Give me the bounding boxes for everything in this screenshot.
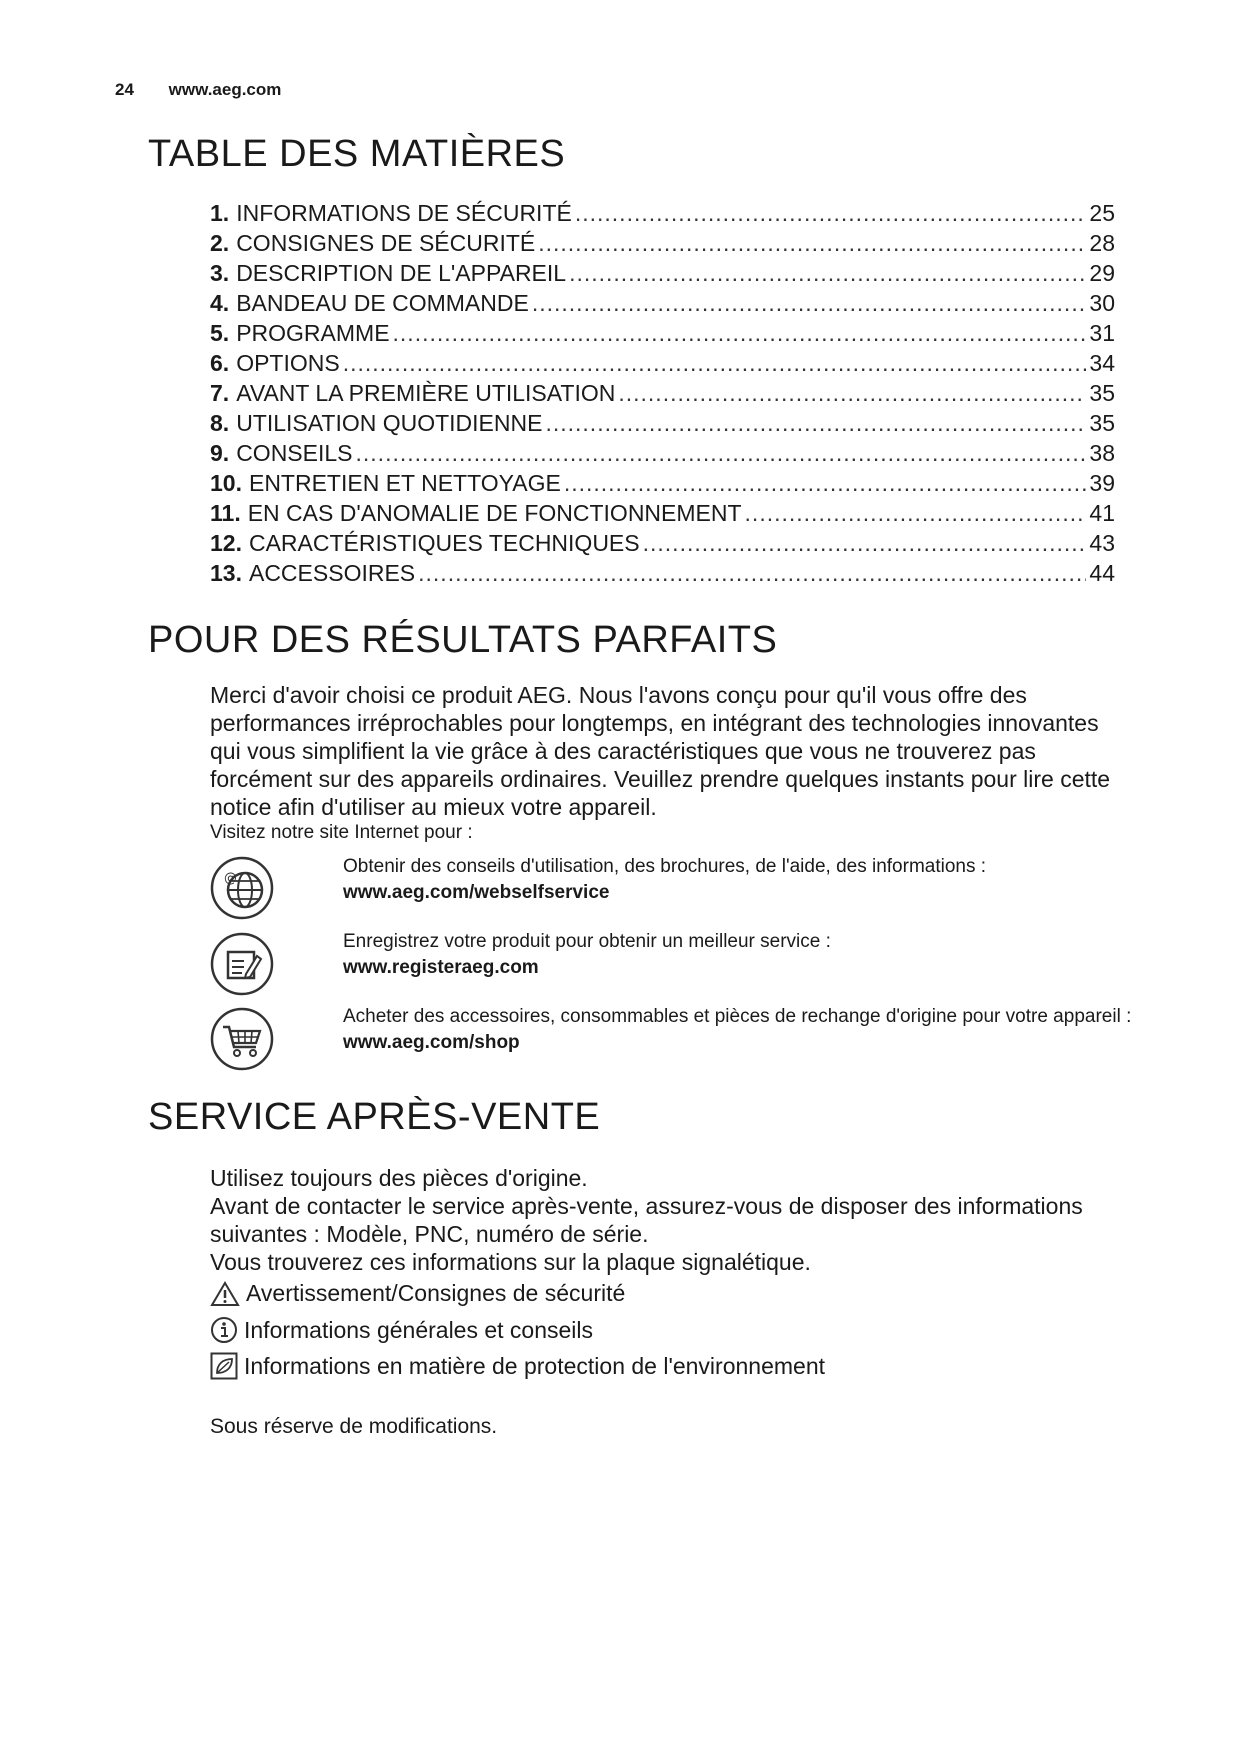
toc-item-page: 29 — [1089, 260, 1115, 286]
toc-item-number: 10. — [210, 470, 242, 496]
toc-item-label: PROGRAMME — [236, 320, 390, 346]
after-sales-line: Vous trouverez ces informations sur la plaque signalétique. — [210, 1249, 811, 1275]
toc-item-page: 34 — [1089, 350, 1115, 376]
toc-item-number: 2. — [210, 230, 230, 256]
toc-item[interactable] — [210, 288, 1115, 318]
toc-item-page: 43 — [1089, 530, 1115, 556]
toc-leader — [343, 348, 1087, 378]
toc-item-number: 13. — [210, 560, 242, 586]
toc-item-label: AVANT LA PREMIÈRE UTILISATION — [236, 380, 616, 406]
visit-text: Visitez notre site Internet pour : — [210, 822, 473, 843]
toc-item-label: CONSIGNES DE SÉCURITÉ — [236, 230, 536, 256]
toc-item[interactable] — [210, 228, 1115, 258]
shopping-cart-icon — [210, 1007, 274, 1071]
toc-item-label: ENTRETIEN ET NETTOYAGE — [248, 470, 561, 496]
legend-warning — [210, 1280, 625, 1307]
toc-item[interactable] — [210, 378, 1115, 408]
toc-item-label: DESCRIPTION DE L'APPAREIL — [236, 260, 567, 286]
toc-leader — [569, 258, 1086, 288]
toc-item-number: 3. — [210, 260, 230, 286]
legend-label: Informations en matière de protection de l'environnement — [244, 1352, 825, 1379]
info-icon — [210, 1316, 238, 1344]
toc-item-number: 12. — [210, 530, 242, 556]
toc-item[interactable] — [210, 408, 1115, 438]
toc-leader — [643, 528, 1087, 558]
intro-paragraph: Merci d'avoir choisi ce produit AEG. Nous l'avons conçu pour qu'il vous offre des performances irréprochables pour longtemps, en intégrant des technologies innovantes qui vous simplifient la vie grâce à des caractéristiques que vous ne trouverez pas forcément sur des appareils ordinaires. Veuillez prendre quelques instants pour lire cette notice afin d'utiliser au mieux votre appareil. — [210, 682, 1111, 820]
warning-triangle-icon — [210, 1281, 240, 1307]
toc-title: TABLE DES MATIÈRES — [148, 133, 566, 175]
toc-item-number: 5. — [210, 320, 230, 346]
service-link[interactable]: www.aeg.com/shop — [343, 1032, 520, 1053]
toc-item-number: 7. — [210, 380, 230, 406]
legend-environment — [210, 1352, 825, 1380]
service-text: Enregistrez votre produit pour obtenir un meilleur service : — [343, 931, 831, 952]
toc-item-label: BANDEAU DE COMMANDE — [236, 290, 529, 316]
toc-item[interactable] — [210, 348, 1115, 378]
toc-leader — [538, 228, 1086, 258]
toc-leader — [356, 438, 1087, 468]
toc-item-page: 35 — [1089, 410, 1115, 436]
toc-item-page: 35 — [1089, 380, 1115, 406]
page-number: 24 — [115, 80, 134, 99]
toc-item-page: 25 — [1089, 200, 1115, 226]
toc-item[interactable] — [210, 558, 1115, 588]
toc-item-page: 38 — [1089, 440, 1115, 466]
service-shop — [343, 1004, 1143, 1056]
toc-leader — [564, 468, 1087, 498]
table-of-contents — [210, 198, 1115, 588]
toc-item-label: INFORMATIONS DE SÉCURITÉ — [236, 200, 572, 226]
toc-leader — [618, 378, 1086, 408]
toc-item-label: CONSEILS — [236, 440, 353, 466]
toc-leader — [745, 498, 1087, 528]
service-text: Acheter des accessoires, consommables et pièces de rechange d'origine pour votre appareil : — [343, 1006, 1132, 1027]
toc-item[interactable] — [210, 438, 1115, 468]
service-link[interactable]: www.aeg.com/webselfservice — [343, 882, 610, 903]
toc-item-number: 4. — [210, 290, 230, 316]
toc-item[interactable] — [210, 198, 1115, 228]
service-webselfservice — [343, 854, 1143, 906]
toc-item[interactable] — [210, 498, 1115, 528]
toc-item-page: 41 — [1089, 500, 1115, 526]
toc-item[interactable] — [210, 258, 1115, 288]
page-header — [115, 80, 281, 100]
toc-item-page: 28 — [1089, 230, 1115, 256]
legend-label: Avertissement/Consignes de sécurité — [246, 1280, 626, 1306]
results-title: POUR DES RÉSULTATS PARFAITS — [148, 619, 778, 661]
toc-item-number: 9. — [210, 440, 230, 466]
toc-item-number: 1. — [210, 200, 230, 226]
toc-item[interactable] — [210, 318, 1115, 348]
toc-leader — [545, 408, 1086, 438]
toc-item-number: 11. — [210, 500, 241, 526]
toc-item-label: ACCESSOIRES — [248, 560, 416, 586]
toc-item-label: OPTIONS — [236, 350, 340, 376]
toc-item-number: 6. — [210, 350, 230, 376]
after-sales-line: Utilisez toujours des pièces d'origine. — [210, 1165, 588, 1191]
toc-item-label: CARACTÉRISTIQUES TECHNIQUES — [248, 530, 640, 556]
toc-leader — [532, 288, 1087, 318]
toc-item[interactable] — [210, 468, 1115, 498]
toc-item-label: EN CAS D'ANOMALIE DE FONCTIONNEMENT — [247, 500, 742, 526]
toc-item-number: 8. — [210, 410, 230, 436]
after-sales-title: SERVICE APRÈS-VENTE — [148, 1096, 601, 1138]
toc-item-page: 30 — [1089, 290, 1115, 316]
svg-text:@: @ — [224, 871, 237, 886]
after-sales-text — [210, 1164, 1130, 1276]
service-link[interactable]: www.registeraeg.com — [343, 957, 539, 978]
toc-item-label: UTILISATION QUOTIDIENNE — [236, 410, 543, 436]
modifications-note: Sous réserve de modifications. — [210, 1415, 498, 1438]
site-url[interactable]: www.aeg.com — [168, 80, 282, 99]
register-document-icon — [210, 932, 274, 996]
toc-item-page: 44 — [1089, 560, 1115, 586]
legend-info — [210, 1316, 593, 1344]
globe-at-icon — [210, 856, 274, 920]
toc-leader — [575, 198, 1087, 228]
toc-item[interactable] — [210, 528, 1115, 558]
after-sales-line: Avant de contacter le service après-vente, assurez-vous de disposer des informations suivantes : Modèle, PNC, numéro de série. — [210, 1193, 1083, 1247]
legend-label: Informations générales et conseils — [244, 1316, 594, 1343]
service-register — [343, 929, 1143, 981]
toc-item-page: 31 — [1089, 320, 1115, 346]
toc-leader — [418, 558, 1086, 588]
toc-item-page: 39 — [1089, 470, 1115, 496]
service-text: Obtenir des conseils d'utilisation, des brochures, de l'aide, des informations : — [343, 856, 987, 877]
environment-leaf-icon — [210, 1352, 238, 1380]
toc-leader — [393, 318, 1087, 348]
